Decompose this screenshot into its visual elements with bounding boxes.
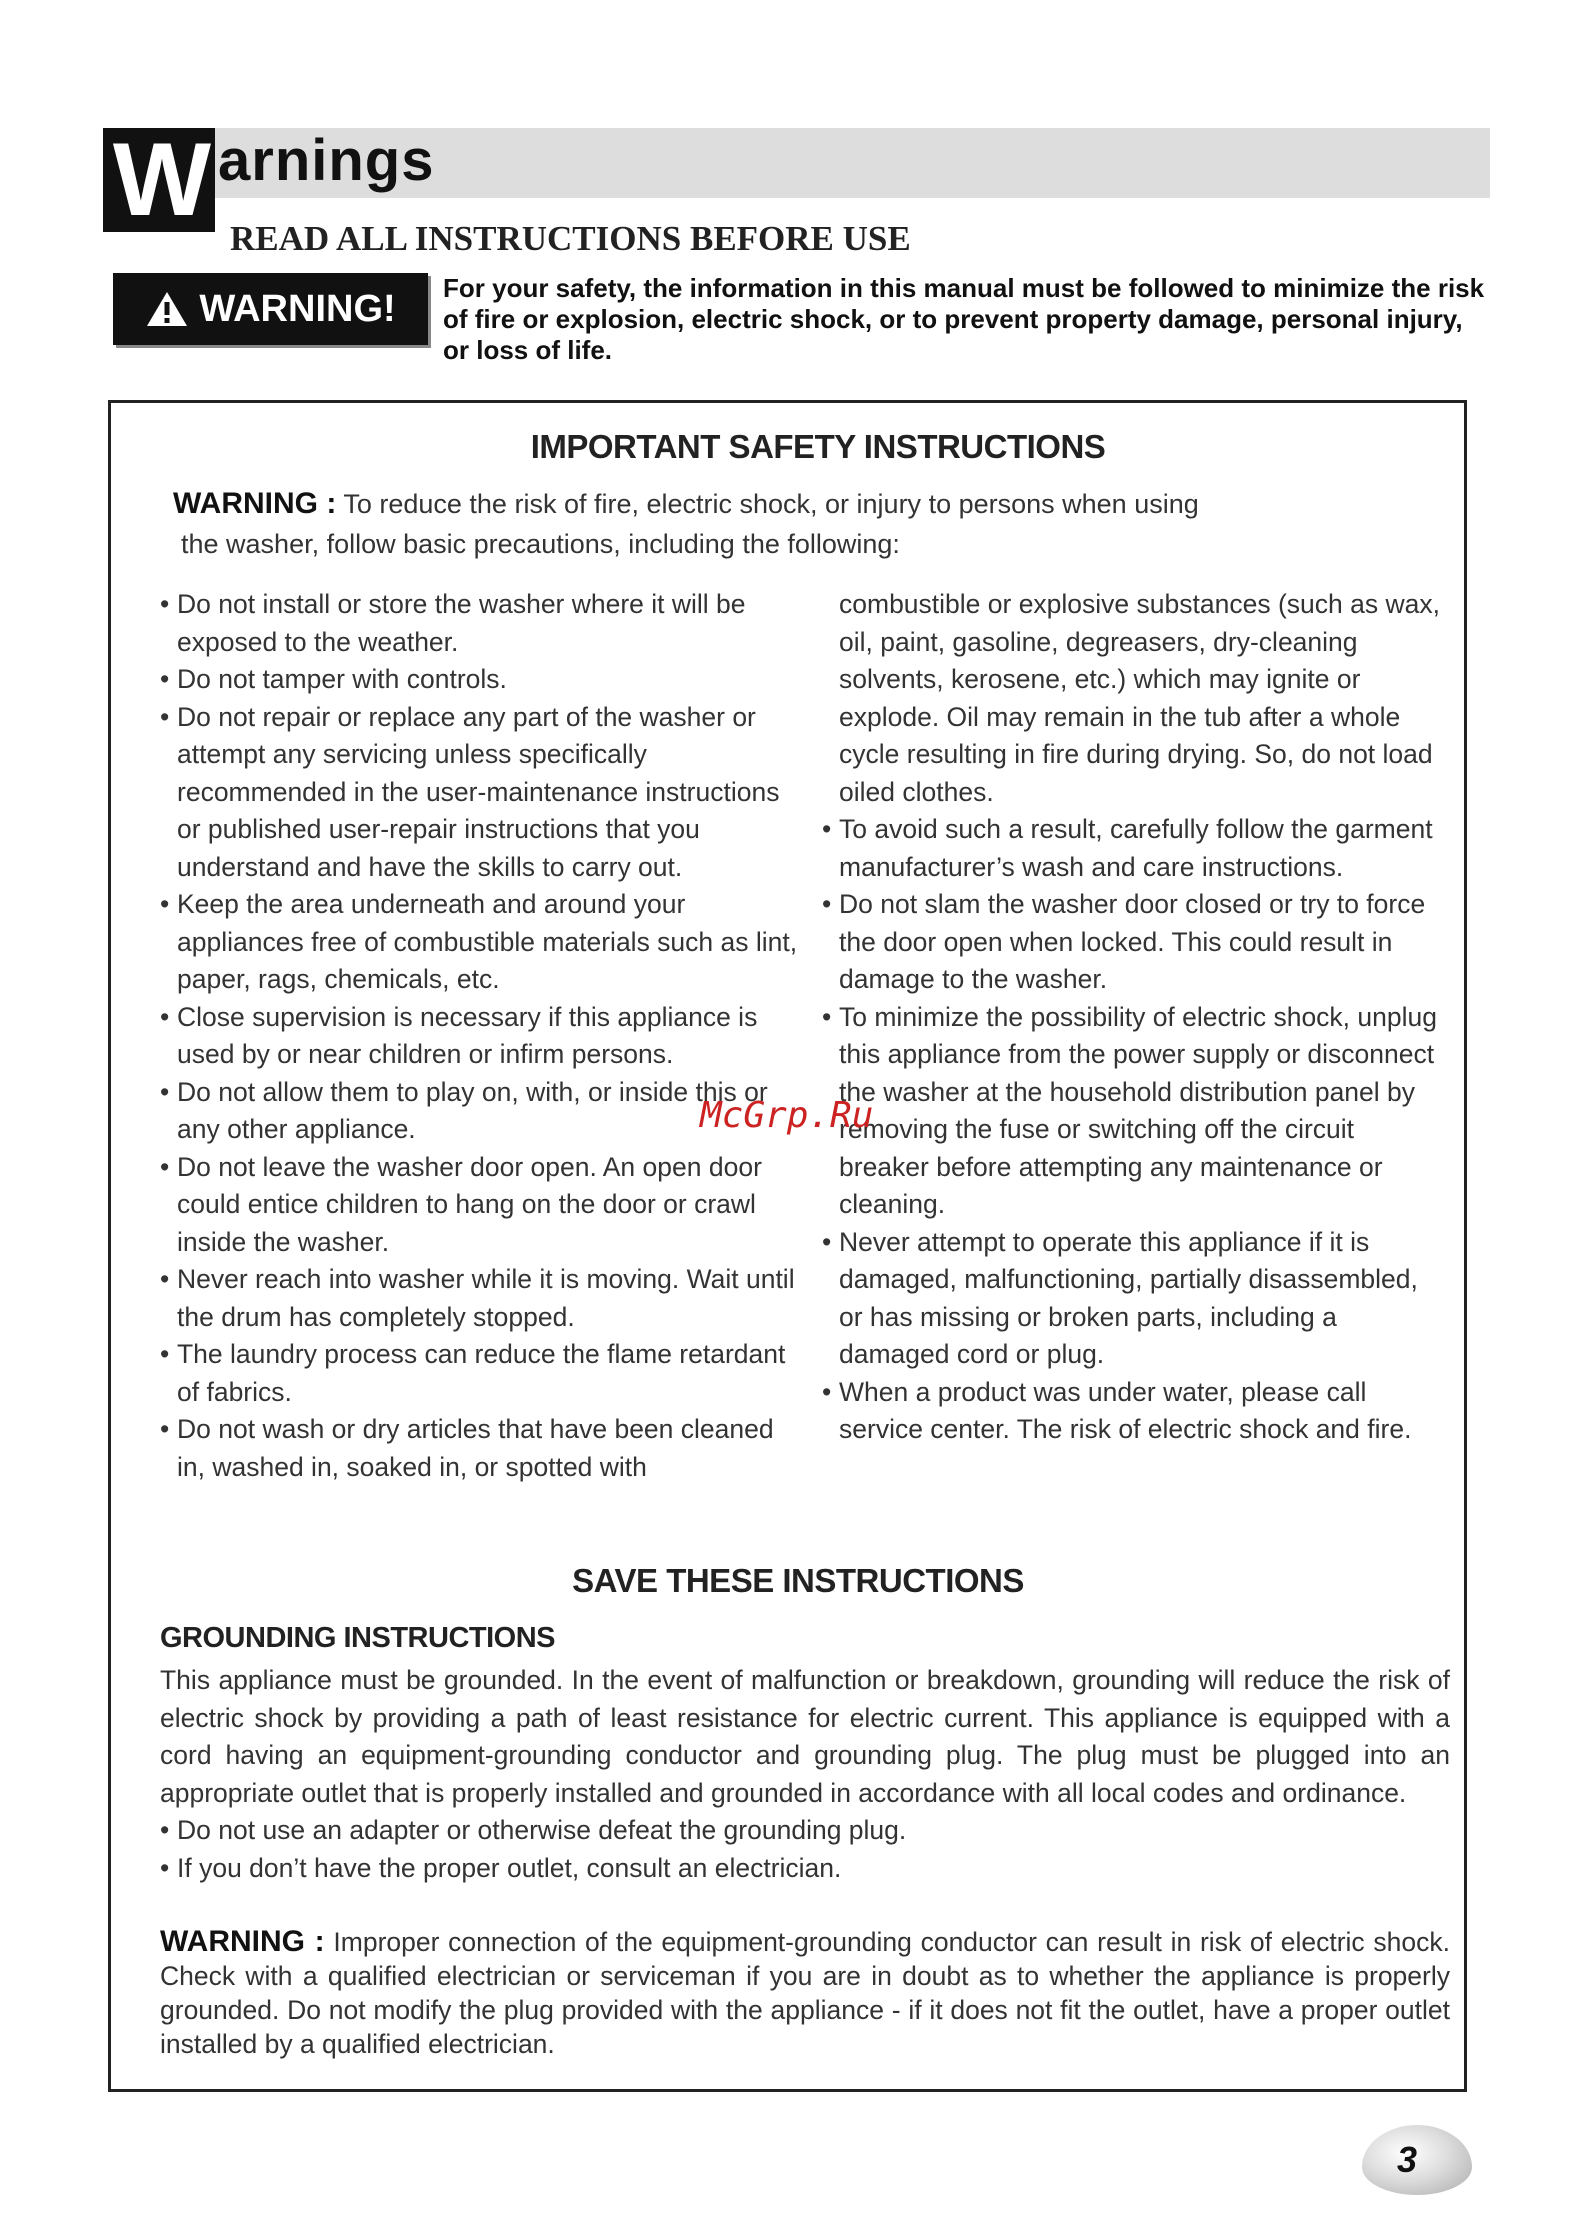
grounding-warning (160, 1925, 1450, 2061)
title-initial: W (103, 128, 215, 232)
grounding-warning-label: WARNING : (160, 1925, 325, 1958)
right-column (822, 586, 1442, 1449)
warning-badge (113, 273, 428, 345)
list-item: • Never reach into washer while it is moving. Wait until the drum has completely stopped. (160, 1261, 800, 1336)
page-subtitle: READ ALL INSTRUCTIONS BEFORE USE (230, 219, 911, 258)
intro-line-2: the washer, follow basic precautions, including the following: (181, 529, 900, 559)
page-title: arnings (218, 128, 435, 193)
save-instructions-title: SAVE THESE INSTRUCTIONS (572, 1562, 1024, 1599)
list-item: • To avoid such a result, carefully follow the garment manufacturer’s wash and care instructions. (822, 811, 1442, 886)
list-item: • The laundry process can reduce the flame retardant of fabrics. (160, 1336, 800, 1411)
left-column (160, 586, 800, 1486)
list-item: • Do not install or store the washer where it will be exposed to the weather. (160, 586, 800, 661)
important-safety-title: IMPORTANT SAFETY INSTRUCTIONS (530, 428, 1106, 465)
list-item: • Close supervision is necessary if this appliance is used by or near children or infirm persons. (160, 999, 800, 1074)
list-item: • Keep the area underneath and around your appliances free of combustible materials such as lint, paper, rags, chemicals, etc. (160, 886, 800, 999)
list-item: • Do not leave the washer door open. An open door could entice children to hang on the door or crawl inside the washer. (160, 1149, 800, 1262)
intro-warning-label: WARNING : (173, 487, 337, 520)
grounding-title: GROUNDING INSTRUCTIONS (160, 1622, 555, 1654)
list-item: • Do not use an adapter or otherwise defeat the grounding plug. (160, 1812, 1450, 1850)
list-item: • Do not tamper with controls. (160, 661, 800, 699)
list-item: • Do not allow them to play on, with, or inside this or any other appliance. (160, 1074, 800, 1149)
grounding-warning-text: Improper connection of the equipment-grounding conductor can result in risk of electric shock. Check with a qualified electrician or serviceman if you are in doubt as to whether the appliance is properly grounded. Do not modify the plug provided with the appliance - if it does not fit the outlet, have a proper outlet installed by a qualified electrician. (160, 1927, 1450, 2059)
watermark: McGrp.Ru (700, 1095, 874, 1136)
intro-line-1: To reduce the risk of fire, electric shock, or injury to persons when using (343, 489, 1199, 519)
grounding-list (160, 1812, 1450, 1887)
list-item: • Do not slam the washer door closed or try to force the door open when locked. This could result in damage to the washer. (822, 886, 1442, 999)
list-item: • Do not wash or dry articles that have been cleaned in, washed in, soaked in, or spotted with (160, 1411, 800, 1486)
list-item-continuation: combustible or explosive substances (such as wax, oil, paint, gasoline, degreasers, dry-cleaning solvents, kerosene, etc.) which may ignite or explode. Oil may remain in the tub after a whole cycle resulting in fire during drying. So, do not load oiled clothes. (839, 589, 1440, 807)
safety-notice: For your safety, the information in this manual must be followed to minimize the risk of fire or explosion, electric shock, or to prevent property damage, personal injury, or loss of life. (443, 273, 1485, 365)
list-item: • If you don’t have the proper outlet, consult an electrician. (160, 1850, 1450, 1888)
list-item: • When a product was under water, please call service center. The risk of electric shock and fire. (822, 1374, 1442, 1449)
page-number: 3 (1396, 2139, 1418, 2180)
warning-triangle-icon (145, 290, 189, 328)
safety-intro (173, 484, 1373, 564)
list-item: • Never attempt to operate this appliance if it is damaged, malfunctioning, partially disassembled, or has missing or broken parts, including a damaged cord or plug. (822, 1224, 1442, 1374)
list-item: • Do not repair or replace any part of the washer or attempt any servicing unless specifically recommended in the user-maintenance instructions or published user-repair instructions that you understand and have the skills to carry out. (160, 699, 800, 887)
grounding-body: This appliance must be grounded. In the event of malfunction or breakdown, grounding will reduce the risk of electric shock by providing a path of least resistance for electric current. This appliance is equipped with a cord having an equipment-grounding conductor and grounding plug. The plug must be plugged into an appropriate outlet that is properly installed and grounded in accordance with all local codes and ordinance. (160, 1665, 1450, 1808)
page-number-badge (1362, 2125, 1472, 2195)
warning-badge-label: WARNING! (199, 287, 396, 330)
list-item: • To minimize the possibility of electric shock, unplug this appliance from the power supply or disconnect the washer at the household distribution panel by removing the fuse or switching off the circuit breaker before attempting any maintenance or cleaning. (822, 999, 1442, 1224)
